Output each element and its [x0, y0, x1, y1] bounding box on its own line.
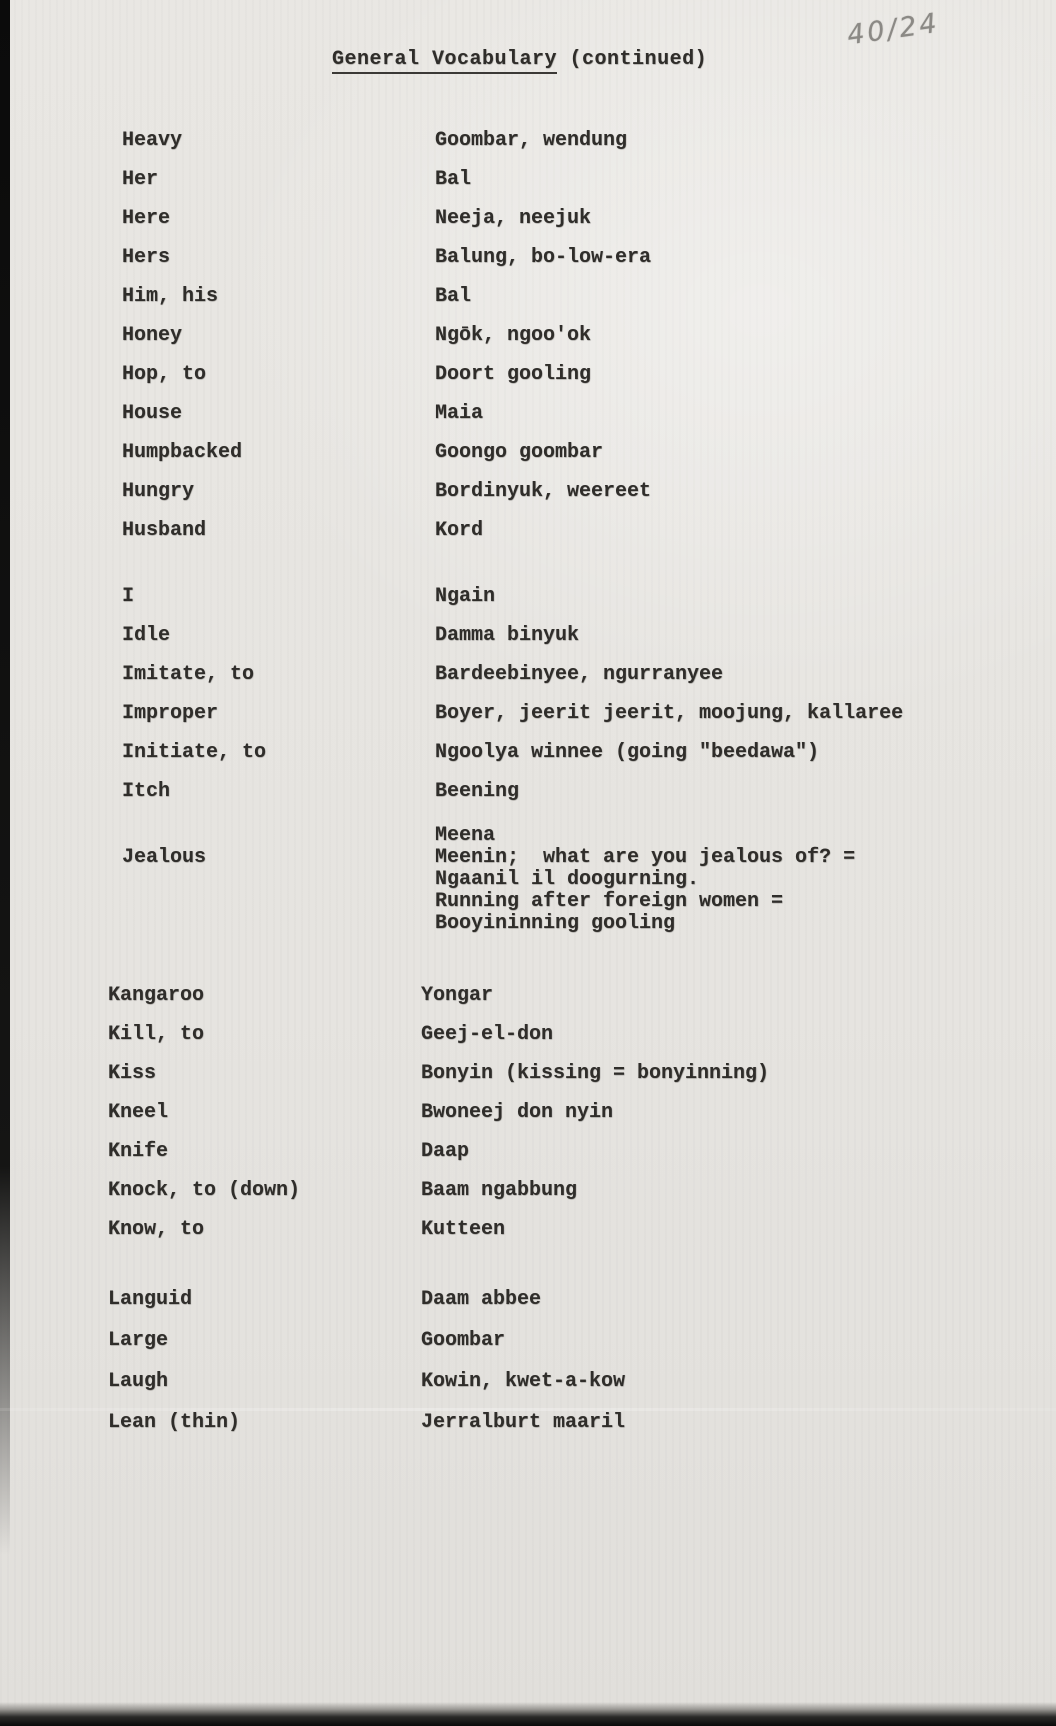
vocab-row: [108, 1141, 1016, 1163]
term: Husband: [122, 519, 207, 542]
vocab-row: [122, 664, 1016, 686]
definition: Baam ngabbung: [421, 1179, 578, 1202]
definition: Daam abbee: [421, 1288, 542, 1311]
term: Kangaroo: [108, 984, 205, 1007]
definition: Maia: [435, 402, 484, 425]
term: Laugh: [108, 1370, 169, 1393]
vocab-row: [108, 985, 1016, 1007]
term: Large: [108, 1329, 169, 1352]
vocab-row: [122, 781, 1016, 803]
definition-line: Meenin; what are you jealous of? =: [435, 846, 856, 869]
definition: Bardeebinyee, ngurranyee: [435, 663, 724, 686]
term: Knife: [108, 1140, 169, 1163]
definition: [435, 825, 855, 935]
handwritten-annotation: 40/24: [845, 7, 942, 52]
vocab-row: [122, 442, 1016, 464]
vocab-section-i: [122, 586, 1016, 803]
vocab-row: [108, 1412, 1016, 1434]
page-title-underlined: General Vocabulary: [332, 48, 557, 74]
vocab-row: [122, 520, 1016, 542]
definition: Kowin, kwet-a-kow: [421, 1370, 626, 1393]
definition: Boyer, jeerit jeerit, moojung, kallaree: [435, 702, 904, 725]
definition: Bal: [435, 285, 472, 308]
definition: Beening: [435, 780, 520, 803]
scan-edge-bottom: [0, 1702, 1056, 1726]
vocab-row: [122, 364, 1016, 386]
vocab-list: [108, 129, 1016, 1434]
vocab-section-l: [108, 1289, 1016, 1434]
vocab-row: [122, 625, 1016, 647]
term: Heavy: [122, 129, 183, 152]
definition: Bwoneej don nyin: [421, 1101, 614, 1124]
vocab-row: [122, 703, 1016, 725]
vocab-row: [122, 286, 1016, 308]
vocab-row: [108, 1371, 1016, 1393]
vocab-row: [122, 208, 1016, 230]
vocab-row: [122, 481, 1016, 503]
definition: Damma binyuk: [435, 624, 580, 647]
definition: Kutteen: [421, 1218, 506, 1241]
term: Initiate, to: [122, 741, 267, 764]
definition: Neeja, neejuk: [435, 207, 592, 230]
page-title: [332, 48, 1016, 72]
term: Languid: [108, 1288, 193, 1311]
term: Hers: [122, 246, 171, 269]
vocab-section-jealous: [122, 825, 1016, 935]
term: Imitate, to: [122, 663, 255, 686]
definition: Yongar: [421, 984, 494, 1007]
definition: Ngain: [435, 585, 496, 608]
term: Him, his: [122, 285, 219, 308]
definition: Goongo goombar: [435, 441, 604, 464]
vocab-section-h: [122, 130, 1016, 542]
vocab-row: [122, 325, 1016, 347]
definition: Bordinyuk, weereet: [435, 480, 652, 503]
definition-line: Ngaanil il doogurning.: [435, 868, 700, 891]
vocab-row: [108, 1063, 1016, 1085]
definition: Bonyin (kissing = bonyinning): [421, 1062, 770, 1085]
vocab-row: [108, 1024, 1016, 1046]
definition: Jerralburt maaril: [421, 1411, 626, 1434]
term: Honey: [122, 324, 183, 347]
vocab-row: [108, 1102, 1016, 1124]
vocab-section-k: [108, 985, 1016, 1241]
term: House: [122, 402, 183, 425]
vocab-row: [108, 1180, 1016, 1202]
vocab-row: [122, 247, 1016, 269]
vocab-row: [122, 825, 1016, 935]
term: Hop, to: [122, 363, 207, 386]
definition: Daap: [421, 1140, 470, 1163]
term: I: [122, 585, 135, 608]
term: Jealous: [122, 846, 207, 869]
term: Kiss: [108, 1062, 157, 1085]
term: Know, to: [108, 1218, 205, 1241]
term: Lean (thin): [108, 1411, 241, 1434]
term: Her: [122, 168, 159, 191]
definition: Ngoolya winnee (going "beedawa"): [435, 741, 820, 764]
term: Itch: [122, 780, 171, 803]
definition: Doort gooling: [435, 363, 592, 386]
definition: Goombar: [421, 1329, 506, 1352]
term: Knock, to (down): [108, 1179, 301, 1202]
definition: Goombar, wendung: [435, 129, 628, 152]
term: Improper: [122, 702, 219, 725]
term: Kill, to: [108, 1023, 205, 1046]
definition: Kord: [435, 519, 484, 542]
definition-line: Meena: [435, 824, 496, 847]
definition: Balung, bo-low-era: [435, 246, 652, 269]
definition: Ngōk, ngoo'ok: [435, 324, 592, 347]
term: Kneel: [108, 1101, 169, 1124]
vocab-row: [108, 1289, 1016, 1311]
definition-line: Booyininning gooling: [435, 912, 676, 935]
term: Here: [122, 207, 171, 230]
vocab-row: [122, 586, 1016, 608]
vocab-row: [108, 1219, 1016, 1241]
vocab-row: [122, 403, 1016, 425]
term: Idle: [122, 624, 171, 647]
vocab-row: [122, 130, 1016, 152]
page-title-suffix: (continued): [557, 48, 708, 71]
definition: Geej-el-don: [421, 1023, 554, 1046]
definition: Bal: [435, 168, 472, 191]
term: Humpbacked: [122, 441, 243, 464]
definition-line: Running after foreign women =: [435, 890, 784, 913]
scratch-line: [0, 1408, 1056, 1411]
vocab-row: [108, 1330, 1016, 1352]
vocab-row: [122, 169, 1016, 191]
term: Hungry: [122, 480, 195, 503]
vocab-row: [122, 742, 1016, 764]
scan-edge-left: [0, 0, 10, 1555]
